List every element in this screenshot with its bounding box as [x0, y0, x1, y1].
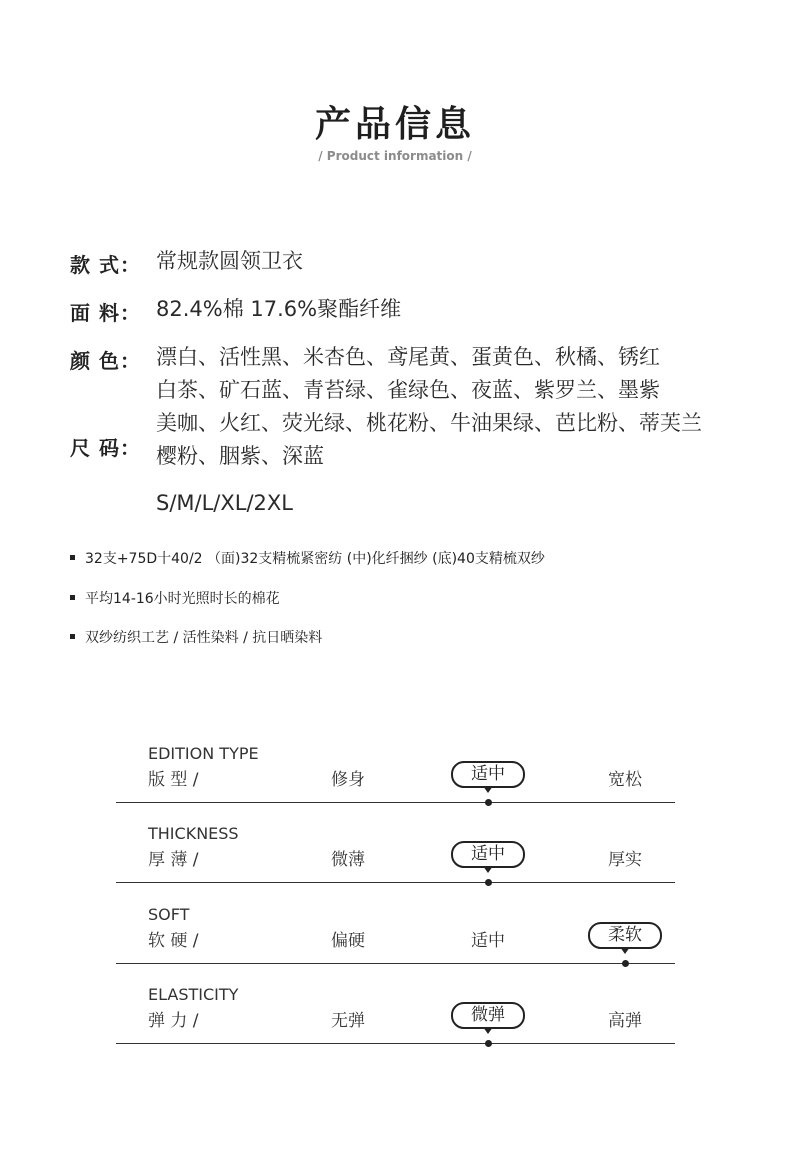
option-label-text: 修身 — [331, 770, 365, 790]
attribute-name-zh: 弹 力 / — [148, 1011, 199, 1031]
feature-bullet-text: 32支+75D十40/2 （面)32支精梳紧密纺 (中)化纤捆纱 (底)40支精梳双纱 — [85, 551, 545, 567]
option-label-text: 柔软 — [608, 925, 642, 945]
attribute-name-en: EDITION TYPE — [148, 744, 259, 763]
option-label — [585, 765, 665, 790]
option-label-text: 宽松 — [608, 770, 642, 790]
selected-option-pill — [451, 761, 525, 788]
option-label — [308, 1006, 388, 1031]
spec-label-fabric: 面 料： — [70, 301, 141, 325]
attribute-name-zh: 厚 薄 / — [148, 850, 199, 870]
option-label-text: 厚实 — [608, 850, 642, 870]
spec-value-color-line-4: 樱粉、胭紫、深蓝 — [156, 444, 324, 468]
option-label-text: 偏硬 — [331, 931, 365, 951]
attribute-divider — [116, 1043, 675, 1044]
feature-bullet — [70, 588, 280, 608]
page-subtitle: / Product information / — [318, 149, 472, 163]
feature-bullet — [70, 627, 322, 647]
spec-value-style: 常规款圆领卫衣 — [156, 249, 303, 273]
scale-marker-dot-icon — [485, 879, 492, 886]
option-label-text: 适中 — [471, 844, 505, 864]
bullet-dot-icon — [70, 595, 75, 600]
attribute-row-edition-type — [116, 744, 675, 824]
selected-option-pill — [588, 922, 662, 949]
spec-value-fabric: 82.4%棉 17.6%聚酯纤维 — [156, 297, 402, 321]
selected-option-pill — [451, 841, 525, 868]
spec-label-color: 颜 色： — [70, 349, 141, 373]
attribute-divider — [116, 963, 675, 964]
pointer-triangle-icon — [483, 786, 493, 793]
option-label-text: 微薄 — [331, 850, 365, 870]
spec-value-color-line-2: 白茶、矿石蓝、青苔绿、雀绿色、夜蓝、紫罗兰、墨紫 — [156, 378, 660, 402]
selected-option-pill — [451, 1002, 525, 1029]
bullet-dot-icon — [70, 634, 75, 639]
bullet-dot-icon — [70, 555, 75, 560]
spec-value-color-line-3: 美咖、火红、荧光绿、桃花粉、牛油果绿、芭比粉、蒂芙兰 — [156, 411, 702, 435]
option-label-text: 适中 — [471, 931, 505, 951]
spec-label-style: 款 式： — [70, 253, 141, 277]
feature-bullet-text: 平均14-16小时光照时长的棉花 — [85, 591, 280, 607]
option-label — [585, 1006, 665, 1031]
attribute-name-zh: 软 硬 / — [148, 931, 199, 951]
attribute-name-zh: 版 型 / — [148, 770, 199, 790]
option-label — [585, 845, 665, 870]
spec-label-size: 尺 码： — [70, 436, 141, 460]
option-label-text: 适中 — [471, 764, 505, 784]
pointer-triangle-icon — [483, 1027, 493, 1034]
pointer-triangle-icon — [620, 947, 630, 954]
option-label-text: 微弹 — [471, 1005, 505, 1025]
attribute-divider — [116, 882, 675, 883]
scale-marker-dot-icon — [622, 960, 629, 967]
attribute-row-softness — [116, 905, 675, 985]
attribute-name-en: ELASTICITY — [148, 985, 239, 1004]
attribute-name-en: THICKNESS — [148, 824, 239, 843]
scale-marker-dot-icon — [485, 799, 492, 806]
option-label-text: 无弹 — [331, 1011, 365, 1031]
attribute-row-elasticity — [116, 985, 675, 1065]
option-label-text: 高弹 — [608, 1011, 642, 1031]
feature-bullet — [70, 548, 545, 568]
attribute-divider — [116, 802, 675, 803]
pointer-triangle-icon — [483, 866, 493, 873]
option-label — [448, 926, 528, 951]
feature-bullet-text: 双纱纺织工艺 / 活性染料 / 抗日晒染料 — [85, 630, 323, 646]
page-title: 产品信息 — [314, 104, 475, 145]
attribute-name-en: SOFT — [148, 905, 190, 924]
scale-marker-dot-icon — [485, 1040, 492, 1047]
option-label — [308, 926, 388, 951]
attribute-row-thickness — [116, 824, 675, 904]
option-label — [308, 765, 388, 790]
option-label — [308, 845, 388, 870]
spec-value-size: S/M/L/XL/2XL — [156, 491, 293, 515]
spec-value-color-line-1: 漂白、活性黑、米杏色、鸢尾黄、蛋黄色、秋橘、锈红 — [156, 345, 660, 369]
